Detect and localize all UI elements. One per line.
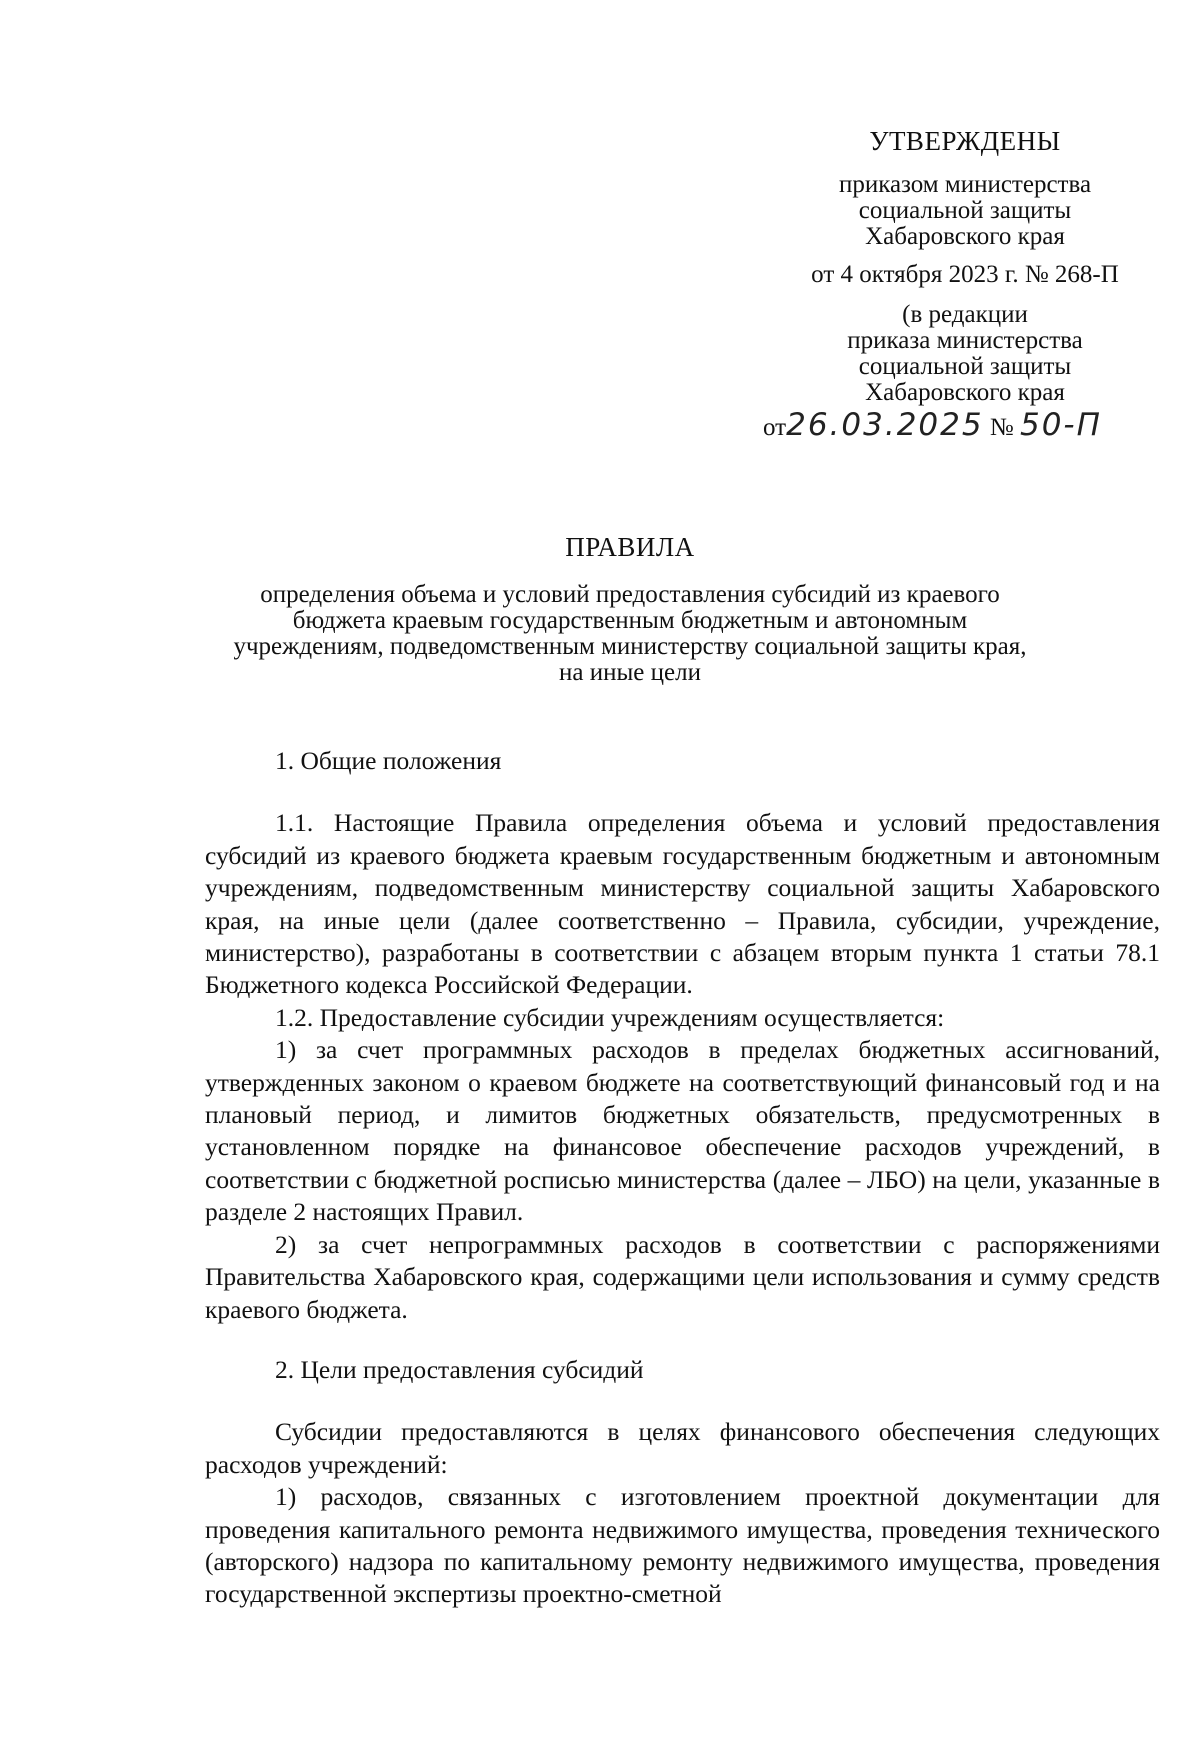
title-line: на иные цели (559, 659, 701, 686)
title-line: определения объема и условий предоставления субсидий из краевого (260, 581, 1000, 608)
approval-heading: УТВЕРЖДЕНЫ (869, 126, 1061, 156)
title-line: учреждениям, подведомственным министерству социальной защиты края, (233, 633, 1027, 660)
amend-date-prefix: от (763, 414, 787, 441)
approval-date-line: от 4 октября 2023 г. № 268-П (811, 261, 1119, 288)
section-1-heading: 1. Общие положения (275, 746, 502, 775)
amend-line: социальной защиты (858, 353, 1072, 380)
amend-number-prefix: № (989, 414, 1014, 441)
approval-line: приказом министерства (838, 171, 1092, 198)
amend-line: (в редакции (902, 301, 1028, 328)
document-title: ПРАВИЛА (565, 532, 695, 562)
document-title-block (200, 534, 1060, 686)
amend-date-line (755, 407, 1175, 443)
amend-line: Хабаровского края (865, 379, 1065, 406)
section-2-heading: 2. Цели предоставления субсидий (275, 1354, 644, 1384)
list-item: 2) за счет непрограммных расходов в соответствии с распоряжениями Правительства Хабаровского края, содержащими цели использования и сумму средств краевого бюджета. (205, 1229, 1160, 1324)
section-2-intro: Субсидии предоставляются в целях финансового обеспечения следующих расходов учреждений: (205, 1417, 1160, 1479)
paragraph-1-1: 1.1. Настоящие Правила определения объема и условий предоставления субсидий из краевого бюджета краевым государственным бюджетным и автономным учреждениям, подведомственным министерству социальной защиты Хабаровского края, на иные цели (далее соответственно – Правила, субсидии, учреждение, министерство), разработаны в соответствии с абзацем вторым пункта 1 статьи 78.1 Бюджетного кодекса Российской Федерации. (205, 808, 1160, 1000)
approval-stamp-block (755, 128, 1175, 441)
handwritten-amend-number: 50-П (1019, 407, 1102, 443)
handwritten-amend-date: 26.03.2025 (786, 407, 984, 443)
approval-line: социальной защиты (858, 197, 1072, 224)
approval-line: Хабаровского края (865, 223, 1065, 250)
title-line: бюджета краевым государственным бюджетным и автономным (292, 607, 968, 634)
paragraph-1-2: 1.2. Предоставление субсидии учреждениям осуществляется: (275, 1002, 945, 1032)
amend-line: приказа министерства (847, 327, 1083, 354)
document-body (205, 745, 1160, 1611)
list-item: 1) за счет программных расходов в пределах бюджетных ассигнований, утвержденных законом о краевом бюджете на соответствующий финансовый год и на плановый период, и лимитов бюджетных обязательств, предусмотренных в установленном порядке на финансовое обеспечение расходов учреждений, в соответствии с бюджетной росписью министерства (далее – ЛБО) на цели, указанные в разделе 2 настоящих Правил. (205, 1035, 1160, 1227)
list-item: 1) расходов, связанных с изготовлением проектной документации для проведения капитального ремонта недвижимого имущества, проведения технического (авторского) надзора по капитальному ремонту недвижимого имущества, проведения государственной экспертизы проектно-сметной (205, 1482, 1160, 1609)
